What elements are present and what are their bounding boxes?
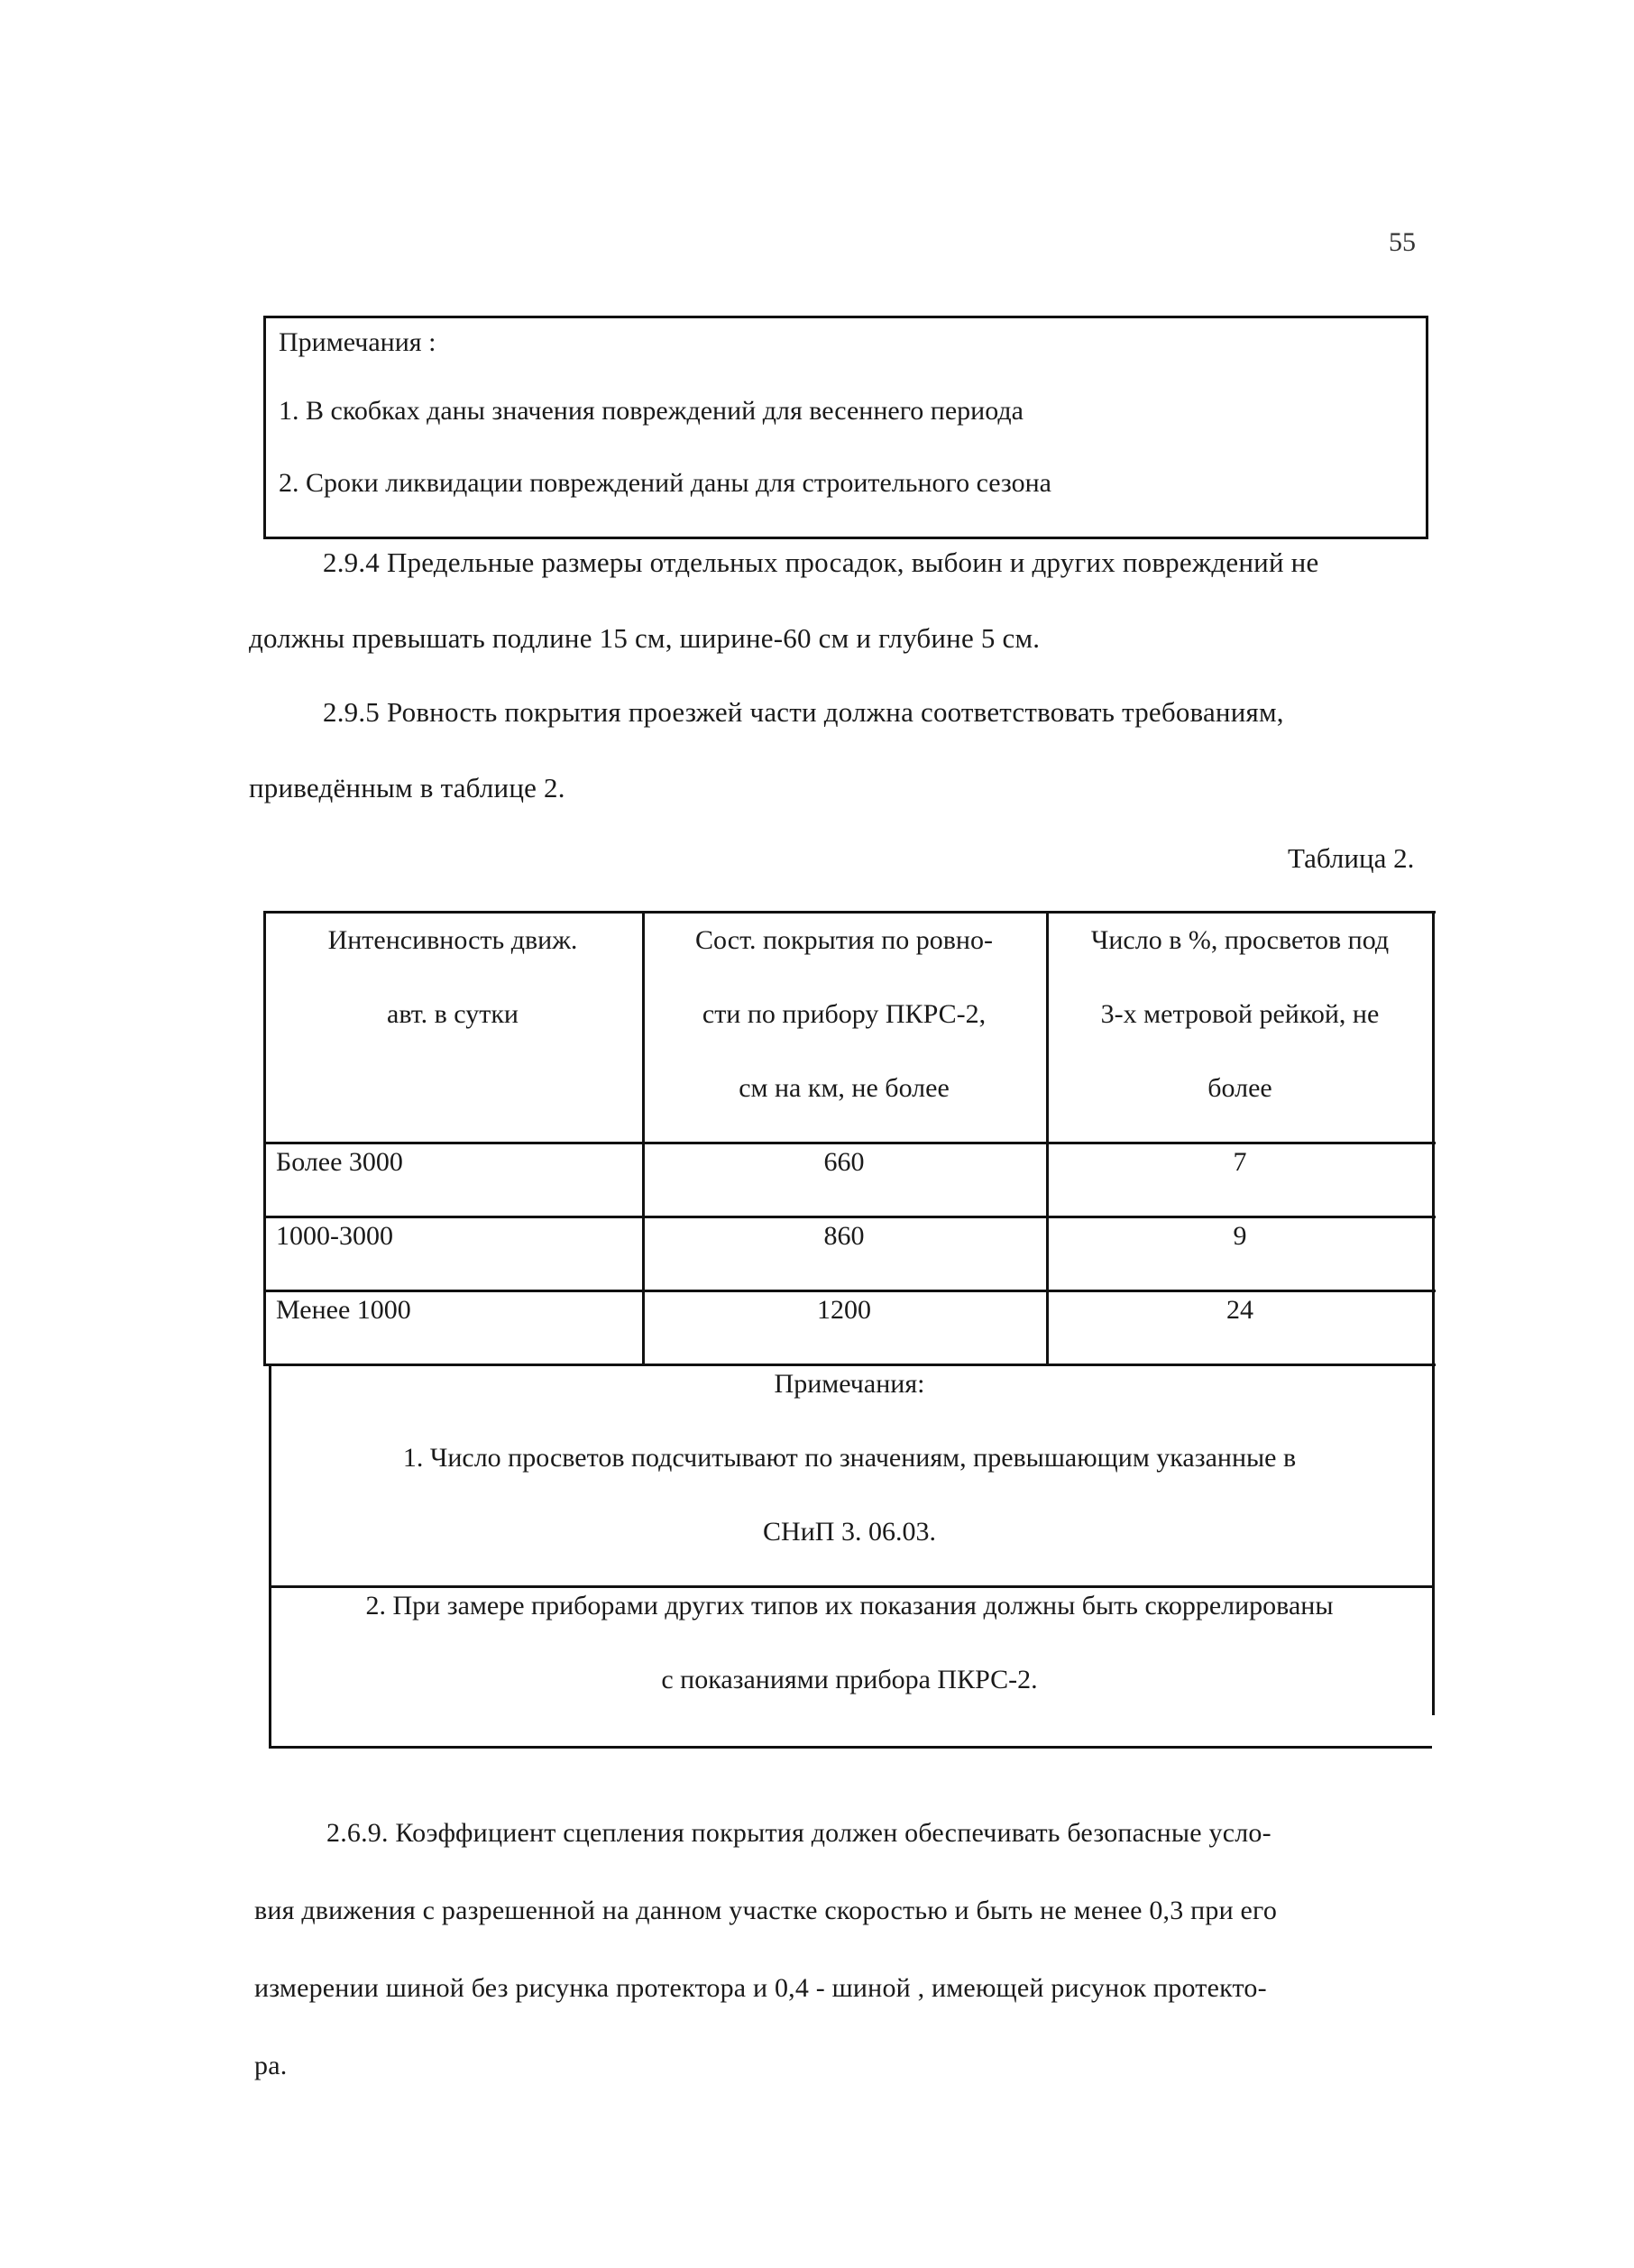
row2-intensity: 1000-3000 — [276, 1221, 393, 1251]
header-col3-line1: Число в %, просветов под — [1090, 925, 1390, 955]
row1-gaps: 7 — [1233, 1147, 1247, 1177]
header-col2-line2: сти по прибору ПКРС-2, — [702, 999, 987, 1029]
header-col3-line3: более — [1207, 1073, 1272, 1103]
table-left-border — [263, 911, 266, 1364]
header-col3-line2: 3-х метровой рейкой, не — [1100, 999, 1380, 1029]
para-269-line-4: ра. — [254, 2051, 288, 2080]
table-2 — [263, 911, 1436, 1749]
table-top-border — [263, 911, 1436, 914]
table-note-divider — [269, 1585, 1432, 1588]
table-note-1-line-2: СНиП 3. 06.03. — [763, 1517, 936, 1547]
para-294-line-1: 2.9.4 Предельные размеры отдельных просадок, выбоин и других повреждений не — [323, 546, 1319, 578]
para-294-line-2: должны превышать подлине 15 см, ширине-60 см и глубине 5 см. — [249, 622, 1041, 654]
table-note-2-line-2: с показаниями прибора ПКРС-2. — [661, 1665, 1038, 1694]
row2-pkrs: 860 — [823, 1221, 865, 1251]
table-row-border-3 — [263, 1364, 1436, 1366]
note-item-1: 1. В скобках даны значения повреждений для весеннего периода — [279, 396, 1024, 426]
row2-gaps: 9 — [1233, 1221, 1247, 1251]
header-col2-line3: см на км, не более — [739, 1073, 950, 1103]
table-row-border-2 — [263, 1290, 1436, 1292]
table-row-border-1 — [263, 1216, 1436, 1218]
row1-pkrs: 660 — [823, 1147, 865, 1177]
row3-gaps: 24 — [1226, 1295, 1253, 1325]
para-269-line-2: вия движения с разрешенной на данном участке скоростью и быть не менее 0,3 при его — [254, 1896, 1278, 1925]
para-295-line-2: приведённым в таблице 2. — [249, 772, 565, 803]
para-269-line-3: измерении шиной без рисунка протектора и 0,4 - шиной , имеющей рисунок протекто- — [254, 1973, 1267, 2003]
row3-intensity: Менее 1000 — [276, 1295, 411, 1325]
table-notes-title: Примечания: — [774, 1369, 925, 1399]
para-269-line-1: 2.6.9. Коэффициент сцепления покрытия должен обеспечивать безопасные усло- — [326, 1818, 1271, 1848]
note-item-2: 2. Сроки ликвидации повреждений даны для строительного сезона — [279, 468, 1051, 498]
notes-title: Примечания : — [279, 327, 436, 357]
header-col2-line1: Сост. покрытия по ровно- — [695, 925, 993, 955]
table-header-border — [263, 1142, 1436, 1144]
row1-intensity: Более 3000 — [276, 1147, 403, 1177]
table-bottom-border — [269, 1746, 1432, 1749]
header-col1-line1: Интенсивность движ. — [327, 925, 578, 955]
page-number: 55 — [1389, 227, 1416, 257]
notes-box — [263, 316, 1428, 539]
header-col1-line2: авт. в сутки — [387, 999, 519, 1029]
table-note-2-line-1: 2. При замере приборами других типов их показания должны быть скоррелированы — [365, 1591, 1334, 1621]
row3-pkrs: 1200 — [817, 1295, 871, 1325]
table-note-1-line-1: 1. Число просветов подсчитывают по значениям, превышающим указанные в — [402, 1443, 1297, 1473]
table-caption: Таблица 2. — [1288, 842, 1415, 874]
para-295-line-1: 2.9.5 Ровность покрытия проезжей части должна соответствовать требованиям, — [323, 696, 1284, 728]
